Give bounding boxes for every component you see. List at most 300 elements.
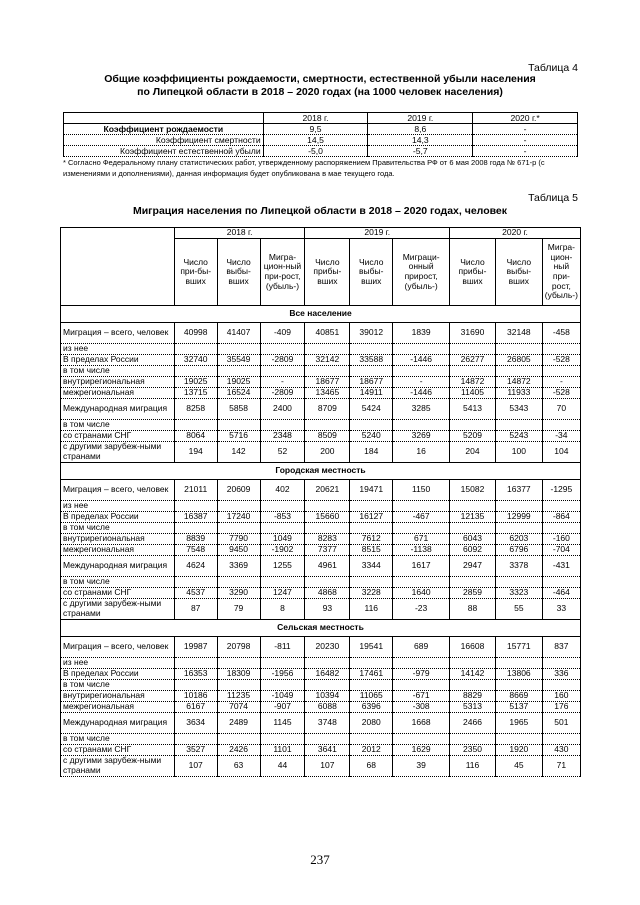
row-label: внутрирегиональная	[61, 691, 175, 702]
cell: 3641	[305, 745, 350, 756]
cell: 33	[542, 599, 580, 620]
table-row	[61, 366, 581, 377]
row-label: Международная миграция	[61, 713, 175, 734]
cell: 15660	[305, 512, 350, 523]
cell	[305, 344, 350, 355]
table-row	[61, 556, 581, 577]
cell: 6796	[495, 545, 542, 556]
cell: 6043	[450, 534, 496, 545]
cell: 12135	[450, 512, 496, 523]
cell	[174, 420, 217, 431]
cell	[217, 734, 260, 745]
cell: 17240	[217, 512, 260, 523]
cell	[305, 523, 350, 534]
cell: 20609	[217, 480, 260, 501]
cell: 71	[542, 756, 580, 777]
cell: 200	[305, 442, 350, 463]
cell: -34	[542, 431, 580, 442]
row-label: В пределах России	[61, 355, 175, 366]
cell: 8669	[495, 691, 542, 702]
cell: 402	[260, 480, 305, 501]
cell: 39	[393, 756, 450, 777]
table5-label: Таблица 5	[528, 192, 578, 204]
cell: 93	[305, 599, 350, 620]
table-row	[61, 442, 581, 463]
cell	[305, 501, 350, 512]
table5-year-header-row	[61, 228, 581, 239]
cell: 1965	[495, 713, 542, 734]
cell	[495, 734, 542, 745]
cell: 837	[542, 637, 580, 658]
cell: 1839	[393, 323, 450, 344]
cell: 15082	[450, 480, 496, 501]
cell: 3344	[350, 556, 393, 577]
cell: 8258	[174, 399, 217, 420]
cell: 2400	[260, 399, 305, 420]
cell: 1920	[495, 745, 542, 756]
cell: 18677	[305, 377, 350, 388]
table-row	[61, 431, 581, 442]
row-label: со странами СНГ	[61, 745, 175, 756]
cell: 18309	[217, 669, 260, 680]
cell: 20230	[305, 637, 350, 658]
cell	[350, 577, 393, 588]
cell: 2080	[350, 713, 393, 734]
cell: 14911	[350, 388, 393, 399]
cell: 5209	[450, 431, 496, 442]
cell	[542, 344, 580, 355]
cell: 336	[542, 669, 580, 680]
cell	[450, 523, 496, 534]
cell	[217, 501, 260, 512]
cell: 16353	[174, 669, 217, 680]
cell: 3269	[393, 431, 450, 442]
cell: -	[473, 124, 578, 135]
cell: 2350	[450, 745, 496, 756]
cell: 3323	[495, 588, 542, 599]
cell: 1640	[393, 588, 450, 599]
cell: 45	[495, 756, 542, 777]
cell: 26277	[450, 355, 496, 366]
cell	[260, 366, 305, 377]
cell: 33588	[350, 355, 393, 366]
row-label: внутрирегиональная	[61, 377, 175, 388]
cell	[450, 420, 496, 431]
cell: 19025	[217, 377, 260, 388]
cell: 88	[450, 599, 496, 620]
cell: 63	[217, 756, 260, 777]
row-label: в том числе	[61, 420, 175, 431]
row-label: со странами СНГ	[61, 431, 175, 442]
table-row	[61, 388, 581, 399]
cell: 16	[393, 442, 450, 463]
cell	[450, 658, 496, 669]
cell: 116	[350, 599, 393, 620]
cell	[393, 366, 450, 377]
table-row	[61, 355, 581, 366]
cell: 16482	[305, 669, 350, 680]
cell	[450, 344, 496, 355]
cell: -1138	[393, 545, 450, 556]
cell: 4537	[174, 588, 217, 599]
cell: 10394	[305, 691, 350, 702]
cell: 11065	[350, 691, 393, 702]
cell	[450, 680, 496, 691]
cell: -	[473, 146, 578, 157]
cell: 5137	[495, 702, 542, 713]
cell: 100	[495, 442, 542, 463]
cell	[305, 658, 350, 669]
cell: 5243	[495, 431, 542, 442]
cell: 2489	[217, 713, 260, 734]
cell	[260, 523, 305, 534]
table5-year-header: 2020 г.	[450, 228, 581, 239]
cell: 16387	[174, 512, 217, 523]
table-row	[61, 734, 581, 745]
cell: 3290	[217, 588, 260, 599]
table4-header-row	[64, 113, 578, 124]
cell	[542, 658, 580, 669]
cell: 1101	[260, 745, 305, 756]
cell	[305, 734, 350, 745]
row-label: в том числе	[61, 523, 175, 534]
cell: 35549	[217, 355, 260, 366]
table4-title-line1: Общие коэффициенты рождаемости, смертности, естественной убыли населения	[104, 73, 536, 85]
cell	[393, 523, 450, 534]
cell: 107	[305, 756, 350, 777]
cell	[350, 344, 393, 355]
cell: 5240	[350, 431, 393, 442]
cell: 6092	[450, 545, 496, 556]
cell: 18677	[350, 377, 393, 388]
cell: 184	[350, 442, 393, 463]
cell: -2809	[260, 355, 305, 366]
cell: -811	[260, 637, 305, 658]
row-label: Миграция – всего, человек	[61, 480, 175, 501]
cell	[305, 577, 350, 588]
section-title: Все население	[61, 306, 581, 323]
cell	[450, 366, 496, 377]
table-row	[64, 124, 578, 135]
cell: -528	[542, 388, 580, 399]
cell	[542, 523, 580, 534]
cell: 2947	[450, 556, 496, 577]
table5-subheader: Число прибы-вших	[305, 239, 350, 306]
cell: 116	[450, 756, 496, 777]
cell	[393, 658, 450, 669]
cell: 16524	[217, 388, 260, 399]
cell: 8839	[174, 534, 217, 545]
cell	[542, 577, 580, 588]
cell	[350, 501, 393, 512]
table5-title: Миграция населения по Липецкой области в 2018 – 2020 годах, человек	[132, 205, 508, 217]
cell: 430	[542, 745, 580, 756]
cell	[260, 658, 305, 669]
cell: -528	[542, 355, 580, 366]
cell: 19471	[350, 480, 393, 501]
cell	[174, 734, 217, 745]
cell: 32148	[495, 323, 542, 344]
row-label: из нее	[61, 658, 175, 669]
table-row	[61, 637, 581, 658]
cell: 104	[542, 442, 580, 463]
cell: 68	[350, 756, 393, 777]
cell: 4868	[305, 588, 350, 599]
table-row	[61, 713, 581, 734]
table-row	[64, 135, 578, 146]
table4-label: Таблица 4	[528, 62, 578, 74]
cell	[174, 344, 217, 355]
cell	[495, 523, 542, 534]
cell	[174, 501, 217, 512]
table-row	[61, 545, 581, 556]
row-label: Международная миграция	[61, 556, 175, 577]
cell: 1150	[393, 480, 450, 501]
cell	[542, 420, 580, 431]
cell: 3228	[350, 588, 393, 599]
cell: 32740	[174, 355, 217, 366]
cell: 31690	[450, 323, 496, 344]
cell: 16608	[450, 637, 496, 658]
cell: 40851	[305, 323, 350, 344]
row-label: внутрирегиональная	[61, 534, 175, 545]
section-header-row	[61, 620, 581, 637]
cell: -458	[542, 323, 580, 344]
cell	[495, 658, 542, 669]
cell	[393, 577, 450, 588]
row-label: Миграция – всего, человек	[61, 323, 175, 344]
table5-subheader: Мигра-цион-ный при-рост, (убыль-)	[542, 239, 580, 306]
cell: 7377	[305, 545, 350, 556]
cell: 8283	[305, 534, 350, 545]
cell: -1049	[260, 691, 305, 702]
cell: 41407	[217, 323, 260, 344]
cell	[305, 366, 350, 377]
table-row	[61, 588, 581, 599]
cell	[495, 680, 542, 691]
table-row	[61, 377, 581, 388]
cell: 2466	[450, 713, 496, 734]
cell	[174, 680, 217, 691]
cell	[542, 366, 580, 377]
cell	[542, 734, 580, 745]
row-label: В пределах России	[61, 669, 175, 680]
cell: 501	[542, 713, 580, 734]
cell: 44	[260, 756, 305, 777]
cell: -23	[393, 599, 450, 620]
cell: -1295	[542, 480, 580, 501]
cell	[495, 344, 542, 355]
cell	[542, 501, 580, 512]
table5-subheader: Мигра-цион-ный при-рост, (убыль-)	[260, 239, 305, 306]
cell: -907	[260, 702, 305, 713]
cell: 5343	[495, 399, 542, 420]
cell	[495, 366, 542, 377]
table-row	[61, 756, 581, 777]
cell: 40998	[174, 323, 217, 344]
cell: 1145	[260, 713, 305, 734]
row-label: межрегиональная	[61, 545, 175, 556]
table-row	[61, 658, 581, 669]
cell	[495, 501, 542, 512]
table-row	[64, 146, 578, 157]
cell: 14872	[495, 377, 542, 388]
cell: 11405	[450, 388, 496, 399]
cell	[174, 577, 217, 588]
table-row	[61, 344, 581, 355]
cell: -1956	[260, 669, 305, 680]
cell: 8,6	[368, 124, 473, 135]
cell: 19987	[174, 637, 217, 658]
cell	[450, 501, 496, 512]
cell: -1902	[260, 545, 305, 556]
cell	[217, 366, 260, 377]
cell	[450, 734, 496, 745]
cell: 5413	[450, 399, 496, 420]
section-header-row	[61, 306, 581, 323]
cell	[450, 577, 496, 588]
cell	[350, 680, 393, 691]
row-label: с другими зарубеж-ными странами	[61, 599, 175, 620]
table5-subheader: Число выбы-вших	[495, 239, 542, 306]
cell: 3634	[174, 713, 217, 734]
cell: 87	[174, 599, 217, 620]
cell: 11933	[495, 388, 542, 399]
table-row	[61, 745, 581, 756]
cell	[260, 680, 305, 691]
cell	[260, 420, 305, 431]
row-label: Коэффициент смертности	[64, 135, 264, 146]
cell: 14,5	[263, 135, 368, 146]
cell: 3285	[393, 399, 450, 420]
cell: 5858	[217, 399, 260, 420]
cell	[260, 501, 305, 512]
table-row	[61, 599, 581, 620]
cell: -409	[260, 323, 305, 344]
table5-subheader: Число выбы-вших	[217, 239, 260, 306]
table5-subheader: Число выбы-вших	[350, 239, 393, 306]
cell	[305, 420, 350, 431]
table4-header-cell: 2020 г.*	[473, 113, 578, 124]
cell: 16377	[495, 480, 542, 501]
cell: 3378	[495, 556, 542, 577]
cell: 39012	[350, 323, 393, 344]
cell	[217, 658, 260, 669]
table5	[60, 227, 581, 777]
cell: 32142	[305, 355, 350, 366]
cell: 671	[393, 534, 450, 545]
cell: 7790	[217, 534, 260, 545]
cell: 8509	[305, 431, 350, 442]
cell	[393, 420, 450, 431]
cell: 21011	[174, 480, 217, 501]
cell: -431	[542, 556, 580, 577]
cell: 10186	[174, 691, 217, 702]
row-label: в том числе	[61, 734, 175, 745]
cell	[174, 523, 217, 534]
row-label: В пределах России	[61, 512, 175, 523]
table-row	[61, 323, 581, 344]
row-label: из нее	[61, 344, 175, 355]
cell: 13715	[174, 388, 217, 399]
cell: -464	[542, 588, 580, 599]
cell: 7074	[217, 702, 260, 713]
table-row	[61, 480, 581, 501]
cell: -308	[393, 702, 450, 713]
table-row	[61, 512, 581, 523]
cell	[305, 680, 350, 691]
cell	[393, 734, 450, 745]
cell: 160	[542, 691, 580, 702]
cell: 11235	[217, 691, 260, 702]
cell: 26805	[495, 355, 542, 366]
cell: 13465	[305, 388, 350, 399]
table4-title	[60, 73, 580, 99]
page-number: 237	[310, 852, 330, 867]
cell: 52	[260, 442, 305, 463]
table4-header-cell	[64, 113, 264, 124]
cell: -5,7	[368, 146, 473, 157]
table4-header-cell: 2019 г.	[368, 113, 473, 124]
cell: 16127	[350, 512, 393, 523]
cell: 19025	[174, 377, 217, 388]
cell	[217, 680, 260, 691]
table-row	[61, 420, 581, 431]
section-header-row	[61, 463, 581, 480]
row-label: с другими зарубеж-ными странами	[61, 442, 175, 463]
cell: 8829	[450, 691, 496, 702]
table4	[63, 112, 578, 157]
table4-footnote: * Согласно Федеральному плану статистических работ, утвержденному распоряжением Правительства РФ от 6 мая 2008 года № 671-р (с изменениями и дополнениями), данная информация будет опубликована в мае текущего года.	[63, 158, 545, 178]
cell: -1446	[393, 355, 450, 366]
cell: 2859	[450, 588, 496, 599]
cell: 20621	[305, 480, 350, 501]
cell: 14872	[450, 377, 496, 388]
row-label: в том числе	[61, 366, 175, 377]
cell: 2348	[260, 431, 305, 442]
cell: -467	[393, 512, 450, 523]
table-row	[61, 702, 581, 713]
cell: 7612	[350, 534, 393, 545]
cell: 4961	[305, 556, 350, 577]
table-row	[61, 577, 581, 588]
cell: -1446	[393, 388, 450, 399]
row-label: Коэффициент естественной убыли	[64, 146, 264, 157]
cell	[260, 577, 305, 588]
cell	[393, 501, 450, 512]
cell: -979	[393, 669, 450, 680]
cell: 6167	[174, 702, 217, 713]
cell	[174, 658, 217, 669]
cell: 2426	[217, 745, 260, 756]
cell: 1629	[393, 745, 450, 756]
cell: -	[542, 377, 580, 388]
section-title: Городская местность	[61, 463, 581, 480]
table4-title-line2: по Липецкой области в 2018 – 2020 годах (на 1000 человек населения)	[137, 86, 503, 98]
cell	[393, 344, 450, 355]
row-label: Международная миграция	[61, 399, 175, 420]
cell	[217, 420, 260, 431]
cell	[260, 734, 305, 745]
cell: 142	[217, 442, 260, 463]
cell: 1049	[260, 534, 305, 545]
cell: 6203	[495, 534, 542, 545]
cell: 689	[393, 637, 450, 658]
cell: 176	[542, 702, 580, 713]
cell	[350, 523, 393, 534]
cell: -704	[542, 545, 580, 556]
row-label: с другими зарубеж-ными странами	[61, 756, 175, 777]
